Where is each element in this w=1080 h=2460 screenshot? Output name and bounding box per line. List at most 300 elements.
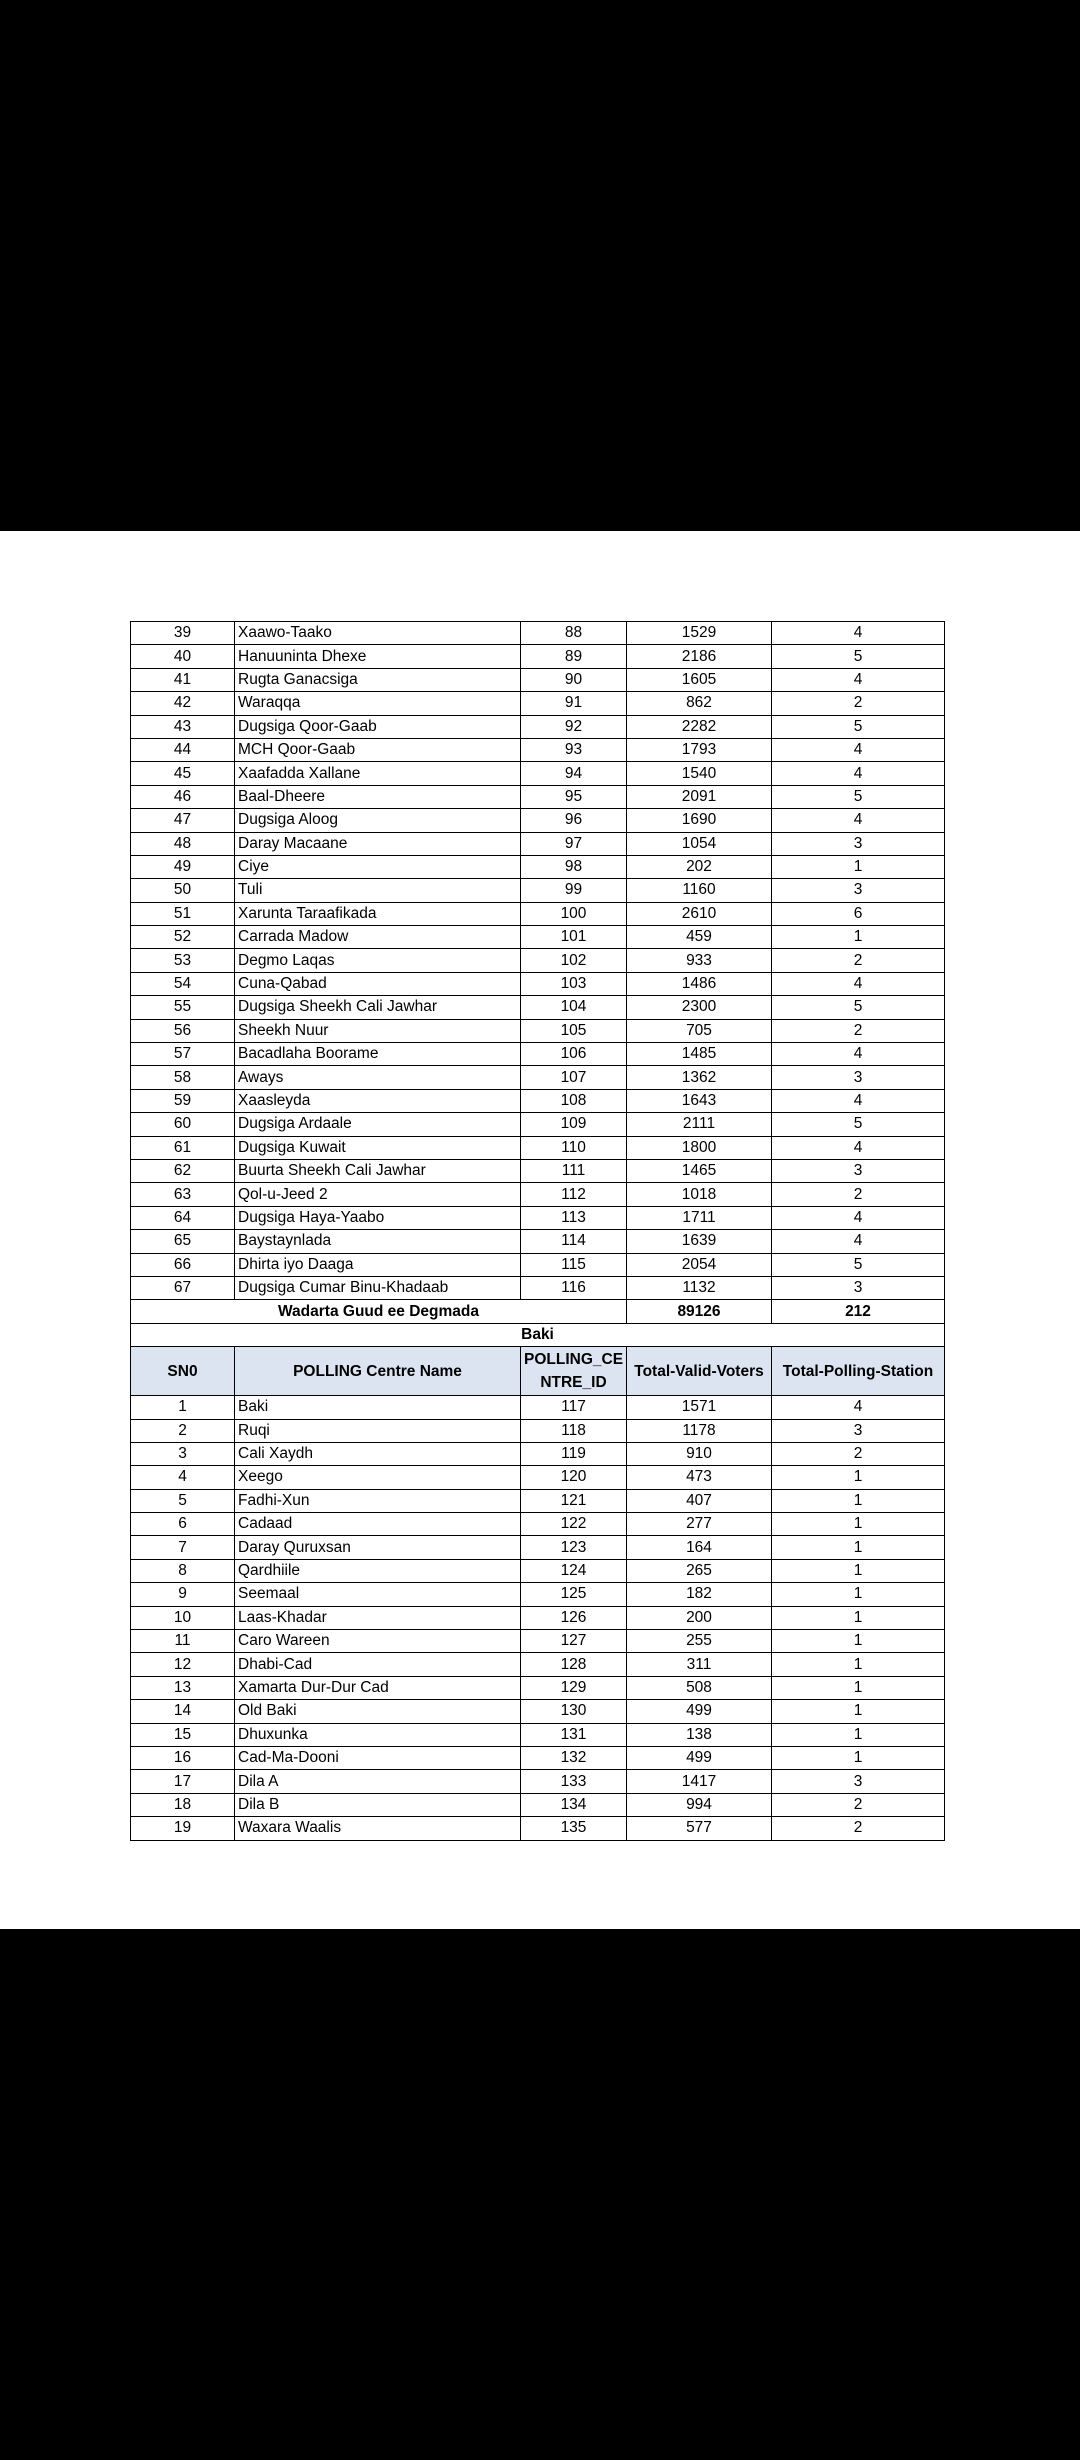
polling-stations-cell: 1 — [772, 1559, 945, 1582]
valid-voters-cell: 1605 — [627, 668, 772, 691]
table-row — [131, 1466, 945, 1489]
valid-voters-cell: 407 — [627, 1489, 772, 1512]
centre-id-cell: 107 — [521, 1066, 627, 1089]
centre-name-cell: Ruqi — [235, 1419, 521, 1442]
sno-cell: 59 — [131, 1089, 235, 1112]
table-row — [131, 1442, 945, 1465]
centre-name-cell: Qardhiile — [235, 1559, 521, 1582]
valid-voters-cell: 1571 — [627, 1396, 772, 1419]
table-row — [131, 1606, 945, 1629]
centre-name-cell: Ciye — [235, 855, 521, 878]
centre-name-cell: Bacadlaha Boorame — [235, 1043, 521, 1066]
polling-stations-cell: 2 — [772, 692, 945, 715]
centre-id-cell: 111 — [521, 1159, 627, 1182]
sno-cell: 4 — [131, 1466, 235, 1489]
centre-name-cell: Xaasleyda — [235, 1089, 521, 1112]
sno-cell: 53 — [131, 949, 235, 972]
sno-cell: 66 — [131, 1253, 235, 1276]
polling-stations-cell: 3 — [772, 1419, 945, 1442]
sno-cell: 49 — [131, 855, 235, 878]
table-row — [131, 738, 945, 761]
polling-stations-cell: 1 — [772, 1746, 945, 1769]
centre-id-cell: 123 — [521, 1536, 627, 1559]
centre-id-cell: 122 — [521, 1513, 627, 1536]
table-row — [131, 1653, 945, 1676]
polling-stations-cell: 4 — [772, 738, 945, 761]
table-row — [131, 1066, 945, 1089]
sno-cell: 10 — [131, 1606, 235, 1629]
sno-cell: 42 — [131, 692, 235, 715]
centre-id-cell: 96 — [521, 809, 627, 832]
polling-stations-cell: 1 — [772, 1583, 945, 1606]
polling-stations-cell: 4 — [772, 1206, 945, 1229]
polling-stations-cell: 4 — [772, 1230, 945, 1253]
sno-cell: 14 — [131, 1700, 235, 1723]
valid-voters-cell: 933 — [627, 949, 772, 972]
centre-name-cell: Cadaad — [235, 1513, 521, 1536]
table-row — [131, 1253, 945, 1276]
centre-name-cell: Dila A — [235, 1770, 521, 1793]
table-row — [131, 1113, 945, 1136]
polling-stations-cell: 2 — [772, 949, 945, 972]
centre-id-cell: 103 — [521, 972, 627, 995]
sno-cell: 17 — [131, 1770, 235, 1793]
centre-id-cell: 119 — [521, 1442, 627, 1465]
polling-stations-cell: 1 — [772, 1606, 945, 1629]
centre-id-cell: 127 — [521, 1630, 627, 1653]
sno-cell: 46 — [131, 785, 235, 808]
polling-stations-cell: 2 — [772, 1442, 945, 1465]
centre-name-cell: Xeego — [235, 1466, 521, 1489]
valid-voters-cell: 1417 — [627, 1770, 772, 1793]
sno-cell: 8 — [131, 1559, 235, 1582]
valid-voters-cell: 1529 — [627, 622, 772, 645]
centre-name-cell: MCH Qoor-Gaab — [235, 738, 521, 761]
table-row — [131, 1676, 945, 1699]
centre-name-cell: Dugsiga Sheekh Cali Jawhar — [235, 996, 521, 1019]
centre-id-cell: 124 — [521, 1559, 627, 1582]
centre-id-cell: 113 — [521, 1206, 627, 1229]
valid-voters-cell: 1793 — [627, 738, 772, 761]
valid-voters-cell: 277 — [627, 1513, 772, 1536]
polling-stations-cell: 1 — [772, 1630, 945, 1653]
sno-cell: 16 — [131, 1746, 235, 1769]
centre-name-cell: Aways — [235, 1066, 521, 1089]
valid-voters-cell: 1486 — [627, 972, 772, 995]
centre-name-cell: Cuna-Qabad — [235, 972, 521, 995]
centre-name-cell: Xaafadda Xallane — [235, 762, 521, 785]
centre-name-cell: Baystaynlada — [235, 1230, 521, 1253]
table-row — [131, 1559, 945, 1582]
centre-name-cell: Dhirta iyo Daaga — [235, 1253, 521, 1276]
polling-stations-cell: 4 — [772, 762, 945, 785]
centre-name-cell: Hanuuninta Dhexe — [235, 645, 521, 668]
polling-stations-cell: 2 — [772, 1817, 945, 1840]
centre-name-cell: Dila B — [235, 1793, 521, 1816]
polling-stations-cell: 5 — [772, 996, 945, 1019]
sno-cell: 55 — [131, 996, 235, 1019]
polling-stations-cell: 3 — [772, 1770, 945, 1793]
header-centre-id: POLLING_CE NTRE_ID — [521, 1347, 627, 1396]
centre-name-cell: Carrada Madow — [235, 926, 521, 949]
centre-id-cell: 114 — [521, 1230, 627, 1253]
table-row — [131, 1793, 945, 1816]
centre-id-cell: 100 — [521, 902, 627, 925]
valid-voters-cell: 1160 — [627, 879, 772, 902]
sno-cell: 51 — [131, 902, 235, 925]
table-row — [131, 1019, 945, 1042]
centre-id-cell: 125 — [521, 1583, 627, 1606]
sno-cell: 57 — [131, 1043, 235, 1066]
valid-voters-cell: 473 — [627, 1466, 772, 1489]
centre-id-cell: 102 — [521, 949, 627, 972]
table-row — [131, 1817, 945, 1840]
table-row — [131, 809, 945, 832]
total-label: Wadarta Guud ee Degmada — [131, 1300, 627, 1323]
district-total-row — [131, 1300, 945, 1323]
centre-name-cell: Tuli — [235, 879, 521, 902]
polling-stations-cell: 4 — [772, 1089, 945, 1112]
polling-stations-cell: 2 — [772, 1019, 945, 1042]
table-row — [131, 1183, 945, 1206]
centre-id-cell: 94 — [521, 762, 627, 785]
sno-cell: 48 — [131, 832, 235, 855]
centre-name-cell: Buurta Sheekh Cali Jawhar — [235, 1159, 521, 1182]
sno-cell: 52 — [131, 926, 235, 949]
valid-voters-cell: 2054 — [627, 1253, 772, 1276]
header-valid-voters: Total-Valid-Voters — [627, 1347, 772, 1396]
sno-cell: 2 — [131, 1419, 235, 1442]
table-row — [131, 1396, 945, 1419]
centre-name-cell: Waraqqa — [235, 692, 521, 715]
valid-voters-cell: 862 — [627, 692, 772, 715]
valid-voters-cell: 202 — [627, 855, 772, 878]
valid-voters-cell: 138 — [627, 1723, 772, 1746]
sno-cell: 54 — [131, 972, 235, 995]
table-row — [131, 1770, 945, 1793]
centre-id-cell: 108 — [521, 1089, 627, 1112]
table-row — [131, 1230, 945, 1253]
sno-cell: 39 — [131, 622, 235, 645]
centre-id-cell: 92 — [521, 715, 627, 738]
valid-voters-cell: 2610 — [627, 902, 772, 925]
centre-name-cell: Dugsiga Haya-Yaabo — [235, 1206, 521, 1229]
centre-id-cell: 112 — [521, 1183, 627, 1206]
valid-voters-cell: 2282 — [627, 715, 772, 738]
sno-cell: 3 — [131, 1442, 235, 1465]
centre-id-cell: 118 — [521, 1419, 627, 1442]
centre-id-cell: 128 — [521, 1653, 627, 1676]
sno-cell: 58 — [131, 1066, 235, 1089]
table-row — [131, 902, 945, 925]
centre-name-cell: Degmo Laqas — [235, 949, 521, 972]
centre-id-cell: 105 — [521, 1019, 627, 1042]
total-voters: 89126 — [627, 1300, 772, 1323]
polling-stations-cell: 5 — [772, 785, 945, 808]
section-2-rows — [131, 1396, 945, 1840]
sno-cell: 40 — [131, 645, 235, 668]
sno-cell: 60 — [131, 1113, 235, 1136]
centre-id-cell: 120 — [521, 1466, 627, 1489]
polling-stations-cell: 3 — [772, 1066, 945, 1089]
centre-id-cell: 126 — [521, 1606, 627, 1629]
centre-name-cell: Rugta Ganacsiga — [235, 668, 521, 691]
centre-name-cell: Baki — [235, 1396, 521, 1419]
centre-id-cell: 97 — [521, 832, 627, 855]
sno-cell: 18 — [131, 1793, 235, 1816]
centre-id-cell: 95 — [521, 785, 627, 808]
header-row — [131, 1347, 945, 1396]
header-sno: SN0 — [131, 1347, 235, 1396]
centre-name-cell: Waxara Waalis — [235, 1817, 521, 1840]
sno-cell: 5 — [131, 1489, 235, 1512]
valid-voters-cell: 265 — [627, 1559, 772, 1582]
table-row — [131, 715, 945, 738]
valid-voters-cell: 182 — [627, 1583, 772, 1606]
polling-stations-cell: 5 — [772, 715, 945, 738]
table-row — [131, 926, 945, 949]
centre-id-cell: 104 — [521, 996, 627, 1019]
valid-voters-cell: 459 — [627, 926, 772, 949]
centre-name-cell: Dugsiga Kuwait — [235, 1136, 521, 1159]
sno-cell: 47 — [131, 809, 235, 832]
polling-stations-cell: 1 — [772, 1489, 945, 1512]
centre-name-cell: Sheekh Nuur — [235, 1019, 521, 1042]
table-row — [131, 1489, 945, 1512]
centre-id-cell: 91 — [521, 692, 627, 715]
sno-cell: 62 — [131, 1159, 235, 1182]
table-row — [131, 645, 945, 668]
polling-stations-cell: 5 — [772, 645, 945, 668]
table-row — [131, 1276, 945, 1299]
centre-name-cell: Baal-Dheere — [235, 785, 521, 808]
sno-cell: 65 — [131, 1230, 235, 1253]
polling-stations-cell: 4 — [772, 1043, 945, 1066]
table-row — [131, 692, 945, 715]
district-title-row — [131, 1323, 945, 1346]
table-row — [131, 972, 945, 995]
polling-stations-cell: 1 — [772, 1536, 945, 1559]
sno-cell: 64 — [131, 1206, 235, 1229]
centre-name-cell: Fadhi-Xun — [235, 1489, 521, 1512]
centre-name-cell: Caro Wareen — [235, 1630, 521, 1653]
polling-stations-cell: 4 — [772, 1396, 945, 1419]
sno-cell: 9 — [131, 1583, 235, 1606]
table-row — [131, 1700, 945, 1723]
centre-id-cell: 134 — [521, 1793, 627, 1816]
polling-stations-cell: 1 — [772, 855, 945, 878]
polling-stations-cell: 3 — [772, 1276, 945, 1299]
district-title: Baki — [131, 1323, 945, 1346]
sno-cell: 67 — [131, 1276, 235, 1299]
sno-cell: 6 — [131, 1513, 235, 1536]
polling-stations-cell: 1 — [772, 1653, 945, 1676]
valid-voters-cell: 2091 — [627, 785, 772, 808]
centre-id-cell: 101 — [521, 926, 627, 949]
sno-cell: 44 — [131, 738, 235, 761]
polling-stations-cell: 1 — [772, 1723, 945, 1746]
valid-voters-cell: 255 — [627, 1630, 772, 1653]
valid-voters-cell: 705 — [627, 1019, 772, 1042]
centre-id-cell: 106 — [521, 1043, 627, 1066]
centre-name-cell: Qol-u-Jeed 2 — [235, 1183, 521, 1206]
polling-stations-cell: 4 — [772, 809, 945, 832]
centre-id-cell: 130 — [521, 1700, 627, 1723]
centre-id-cell: 88 — [521, 622, 627, 645]
total-stations: 212 — [772, 1300, 945, 1323]
total-section — [131, 1300, 945, 1396]
valid-voters-cell: 1178 — [627, 1419, 772, 1442]
valid-voters-cell: 1054 — [627, 832, 772, 855]
centre-name-cell: Dugsiga Cumar Binu-Khadaab — [235, 1276, 521, 1299]
polling-stations-cell: 4 — [772, 1136, 945, 1159]
valid-voters-cell: 499 — [627, 1700, 772, 1723]
centre-id-cell: 109 — [521, 1113, 627, 1136]
valid-voters-cell: 200 — [627, 1606, 772, 1629]
centre-name-cell: Xamarta Dur-Dur Cad — [235, 1676, 521, 1699]
centre-name-cell: Dhuxunka — [235, 1723, 521, 1746]
polling-stations-cell: 1 — [772, 926, 945, 949]
sno-cell: 50 — [131, 879, 235, 902]
polling-stations-cell: 2 — [772, 1183, 945, 1206]
centre-name-cell: Seemaal — [235, 1583, 521, 1606]
table-row — [131, 1630, 945, 1653]
centre-id-cell: 132 — [521, 1746, 627, 1769]
sno-cell: 63 — [131, 1183, 235, 1206]
polling-stations-cell: 2 — [772, 1793, 945, 1816]
table-row — [131, 1206, 945, 1229]
sno-cell: 61 — [131, 1136, 235, 1159]
polling-stations-cell: 4 — [772, 972, 945, 995]
polling-stations-cell: 4 — [772, 622, 945, 645]
valid-voters-cell: 1018 — [627, 1183, 772, 1206]
centre-id-cell: 90 — [521, 668, 627, 691]
valid-voters-cell: 577 — [627, 1817, 772, 1840]
valid-voters-cell: 1711 — [627, 1206, 772, 1229]
centre-name-cell: Xarunta Taraafikada — [235, 902, 521, 925]
table-row — [131, 1089, 945, 1112]
centre-name-cell: Daray Quruxsan — [235, 1536, 521, 1559]
valid-voters-cell: 1465 — [627, 1159, 772, 1182]
centre-id-cell: 117 — [521, 1396, 627, 1419]
valid-voters-cell: 499 — [627, 1746, 772, 1769]
centre-id-cell: 93 — [521, 738, 627, 761]
sno-cell: 43 — [131, 715, 235, 738]
table-row — [131, 1583, 945, 1606]
centre-id-cell: 115 — [521, 1253, 627, 1276]
valid-voters-cell: 1362 — [627, 1066, 772, 1089]
polling-stations-cell: 1 — [772, 1513, 945, 1536]
centre-id-cell: 133 — [521, 1770, 627, 1793]
sno-cell: 41 — [131, 668, 235, 691]
table-row — [131, 996, 945, 1019]
sno-cell: 11 — [131, 1630, 235, 1653]
centre-id-cell: 131 — [521, 1723, 627, 1746]
table-row — [131, 622, 945, 645]
table-row — [131, 1746, 945, 1769]
table-row — [131, 1419, 945, 1442]
centre-id-cell: 98 — [521, 855, 627, 878]
centre-name-cell: Cad-Ma-Dooni — [235, 1746, 521, 1769]
sno-cell: 45 — [131, 762, 235, 785]
polling-stations-cell: 6 — [772, 902, 945, 925]
valid-voters-cell: 1132 — [627, 1276, 772, 1299]
sno-cell: 7 — [131, 1536, 235, 1559]
valid-voters-cell: 1690 — [627, 809, 772, 832]
sno-cell: 15 — [131, 1723, 235, 1746]
table-row — [131, 879, 945, 902]
centre-name-cell: Dhabi-Cad — [235, 1653, 521, 1676]
document-page — [0, 531, 1080, 1929]
polling-stations-cell: 3 — [772, 879, 945, 902]
centre-id-cell: 89 — [521, 645, 627, 668]
valid-voters-cell: 1643 — [627, 1089, 772, 1112]
table-row — [131, 1513, 945, 1536]
polling-centres-table — [130, 621, 945, 1841]
sno-cell: 12 — [131, 1653, 235, 1676]
centre-id-cell: 116 — [521, 1276, 627, 1299]
valid-voters-cell: 1540 — [627, 762, 772, 785]
centre-id-cell: 129 — [521, 1676, 627, 1699]
table-row — [131, 1159, 945, 1182]
valid-voters-cell: 508 — [627, 1676, 772, 1699]
table-row — [131, 832, 945, 855]
valid-voters-cell: 1639 — [627, 1230, 772, 1253]
sno-cell: 13 — [131, 1676, 235, 1699]
valid-voters-cell: 311 — [627, 1653, 772, 1676]
header-polling-stations: Total-Polling-Station — [772, 1347, 945, 1396]
header-centre-name: POLLING Centre Name — [235, 1347, 521, 1396]
table-row — [131, 1723, 945, 1746]
valid-voters-cell: 1800 — [627, 1136, 772, 1159]
valid-voters-cell: 994 — [627, 1793, 772, 1816]
table-row — [131, 855, 945, 878]
centre-name-cell: Daray Macaane — [235, 832, 521, 855]
valid-voters-cell: 164 — [627, 1536, 772, 1559]
polling-stations-cell: 1 — [772, 1700, 945, 1723]
polling-stations-cell: 5 — [772, 1113, 945, 1136]
polling-stations-cell: 3 — [772, 832, 945, 855]
sno-cell: 56 — [131, 1019, 235, 1042]
centre-name-cell: Cali Xaydh — [235, 1442, 521, 1465]
polling-stations-cell: 5 — [772, 1253, 945, 1276]
table-row — [131, 1536, 945, 1559]
centre-id-cell: 121 — [521, 1489, 627, 1512]
centre-name-cell: Dugsiga Ardaale — [235, 1113, 521, 1136]
valid-voters-cell: 1485 — [627, 1043, 772, 1066]
table-row — [131, 949, 945, 972]
centre-id-cell: 135 — [521, 1817, 627, 1840]
centre-name-cell: Dugsiga Qoor-Gaab — [235, 715, 521, 738]
centre-name-cell: Laas-Khadar — [235, 1606, 521, 1629]
valid-voters-cell: 2186 — [627, 645, 772, 668]
polling-stations-cell: 1 — [772, 1676, 945, 1699]
section-1-rows — [131, 622, 945, 1300]
table-row — [131, 762, 945, 785]
table-row — [131, 785, 945, 808]
centre-name-cell: Old Baki — [235, 1700, 521, 1723]
centre-name-cell: Xaawo-Taako — [235, 622, 521, 645]
polling-stations-cell: 4 — [772, 668, 945, 691]
sno-cell: 1 — [131, 1396, 235, 1419]
valid-voters-cell: 2111 — [627, 1113, 772, 1136]
centre-id-cell: 110 — [521, 1136, 627, 1159]
polling-stations-cell: 3 — [772, 1159, 945, 1182]
table-row — [131, 1136, 945, 1159]
centre-name-cell: Dugsiga Aloog — [235, 809, 521, 832]
centre-id-cell: 99 — [521, 879, 627, 902]
table-row — [131, 668, 945, 691]
